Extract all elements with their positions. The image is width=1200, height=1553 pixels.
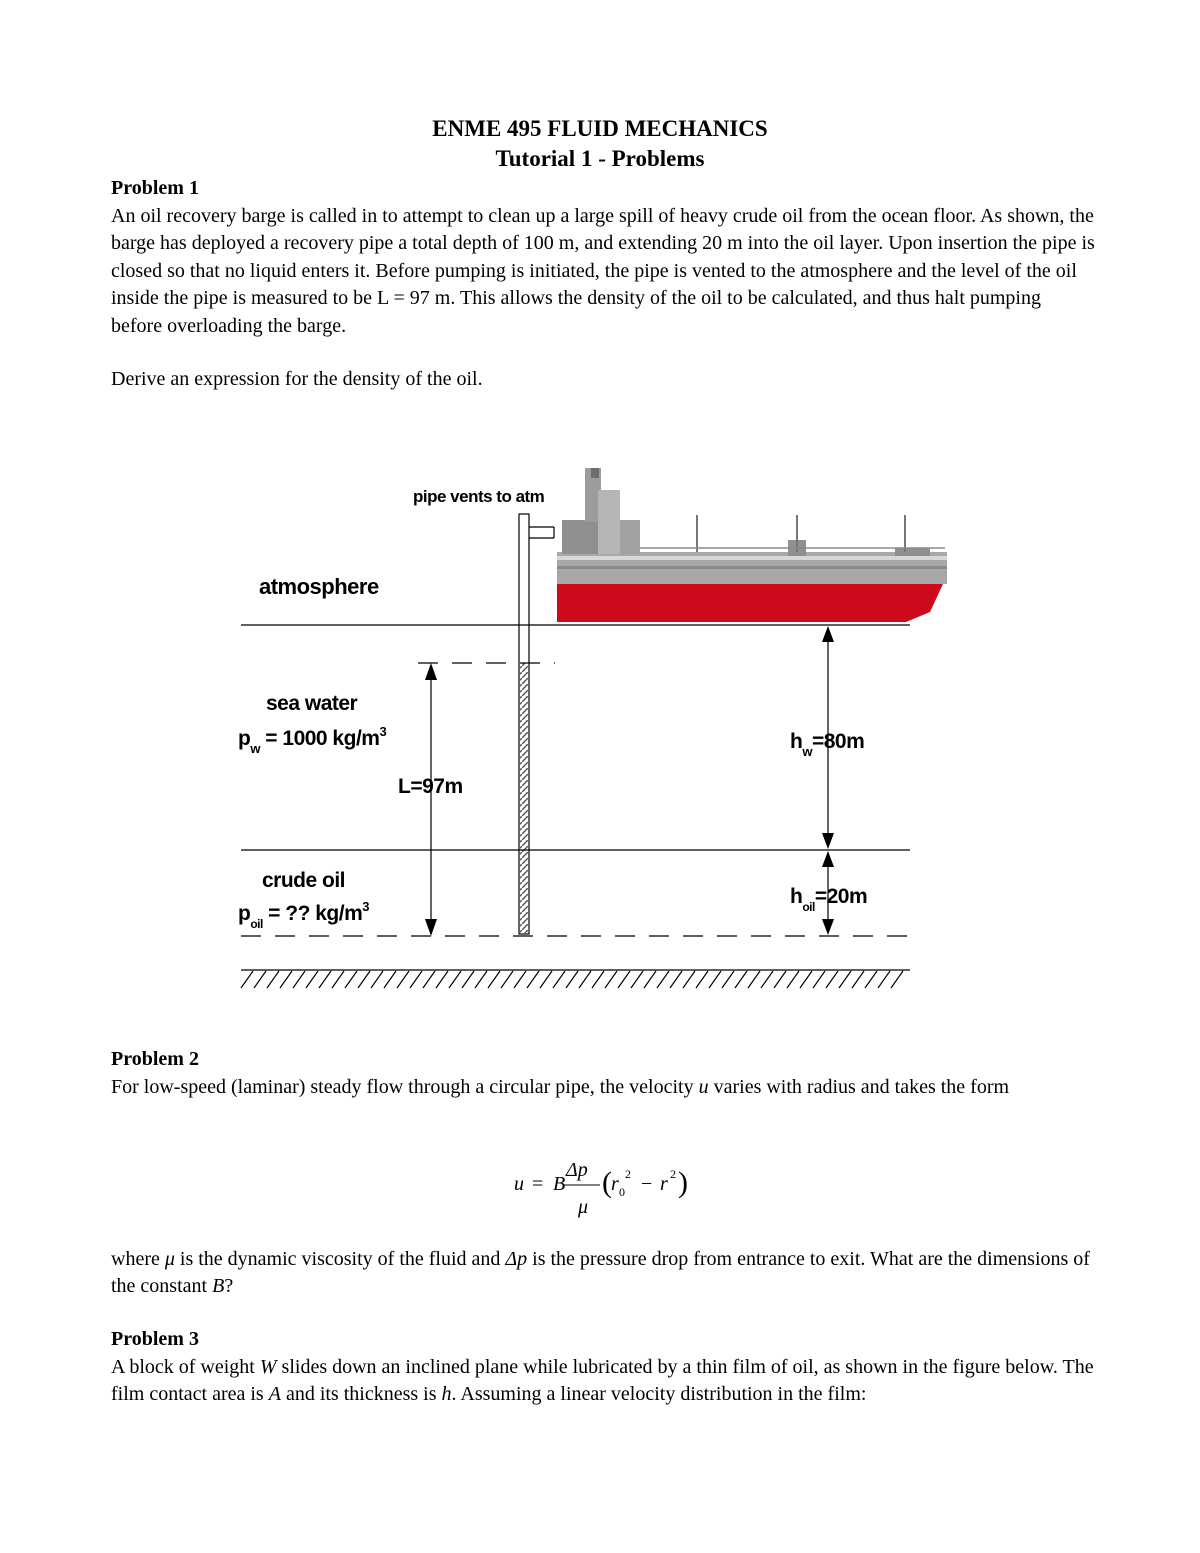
document-title: ENME 495 FLUID MECHANICS — [432, 116, 768, 141]
formula-r0: r — [611, 1173, 619, 1195]
problem-3-text — [111, 1354, 1096, 1409]
formula-r: r — [660, 1173, 668, 1195]
rho-oil-exponent: 3 — [362, 899, 369, 914]
barge-superstructure — [557, 468, 947, 584]
velocity-symbol: u — [698, 1076, 709, 1098]
formula-equals: = — [532, 1173, 544, 1195]
pipe-vents-label: pipe vents to atm — [413, 487, 545, 506]
hoil-symbol: h — [790, 885, 803, 908]
problem-1-heading: Problem 1 — [111, 177, 199, 199]
oil-column-in-pipe — [520, 663, 528, 933]
rho-oil-label — [238, 899, 369, 931]
formula-B: B — [553, 1173, 566, 1195]
problem-3-text-d: . Assuming a linear velocity distribution in the film: — [451, 1383, 867, 1406]
weight-symbol: W — [259, 1356, 277, 1378]
hw-symbol: h — [790, 730, 803, 753]
problem-1-question-text: Derive an expression for the density of the oil. — [111, 368, 483, 390]
formula-denominator: μ — [578, 1196, 589, 1218]
L-label: L=97m — [398, 775, 463, 798]
L-dimension-arrow — [425, 663, 437, 936]
problem-3-text-c: and its thickness is — [280, 1383, 442, 1406]
velocity-formula — [0, 1145, 1200, 1225]
problem-1-body: An oil recovery barge is called in to attempt to clean up a large spill of heavy crude oil from the ocean floor. As shown, the barge has deployed a recovery pipe a total depth of 100 m, and extending 20 m into the oil layer. Upon insertion the pipe is closed so that no liquid enters it. Before pumping is initiated, the pipe is vented to the atmosphere and the level of the oil inside the pipe is measured to be L = 97 m. This allows the density of the oil to be calculated, and thus halt pumping before overloading the barge. — [111, 205, 1095, 337]
problem-2-intro — [111, 1074, 1096, 1101]
rho-oil-value: = ?? kg/m — [262, 902, 363, 925]
document-subtitle: Tutorial 1 - Problems — [495, 146, 705, 171]
hw-label — [790, 730, 864, 759]
problem-2-heading: Problem 2 — [111, 1048, 199, 1070]
problem-2-question — [111, 1246, 1096, 1301]
atmosphere-label: atmosphere — [259, 574, 379, 599]
B-symbol: B — [212, 1275, 225, 1298]
problem-2-where-d: ? — [224, 1275, 234, 1298]
problem-2-where-b: is the dynamic viscosity of the fluid and — [174, 1248, 506, 1270]
problem-2-where-c: is the pressure drop from entrance to exit. What are the dimensions of the constant — [111, 1248, 1090, 1298]
mu-symbol: μ — [164, 1248, 175, 1270]
problem-2-intro-end: varies with radius and takes the form — [708, 1076, 1010, 1098]
problem-3-text-a: A block of weight — [111, 1356, 260, 1378]
seabed-hatching — [241, 971, 903, 988]
hw-subscript: w — [802, 744, 812, 759]
rho-water-subscript: w — [250, 741, 260, 756]
problem-3-text-b: slides down an inclined plane while lubricated by a thin film of oil, as shown in the figure below. The film contact area is — [111, 1356, 1094, 1406]
formula-u: u — [514, 1173, 524, 1195]
sea-water-label: sea water — [266, 692, 358, 715]
hoil-subscript: oil — [802, 900, 815, 914]
hoil-value: =20m — [814, 885, 868, 908]
formula-r-exponent: 2 — [670, 1167, 676, 1181]
rho-oil-symbol: p — [238, 902, 251, 925]
formula-minus: − — [641, 1173, 653, 1195]
rho-water-exponent: 3 — [379, 724, 387, 739]
thickness-symbol: h — [441, 1383, 452, 1406]
problem-1-question — [111, 366, 1096, 393]
formula-r0-exponent: 2 — [625, 1167, 631, 1181]
formula-left-paren: ( — [602, 1166, 612, 1199]
formula-numerator: Δp — [566, 1159, 588, 1181]
barge-hull — [557, 584, 943, 622]
problem-1-text — [111, 203, 1096, 340]
rho-water-value: = 1000 kg/m — [259, 727, 380, 750]
delta-p-symbol: Δp — [505, 1248, 528, 1270]
barge-diagram — [0, 440, 1200, 1000]
hw-value: =80m — [811, 730, 865, 753]
rho-water-symbol: p — [238, 727, 251, 750]
problem-2-intro-text: For low-speed (laminar) steady flow through a circular pipe, the velocity — [111, 1076, 699, 1098]
formula-r0-subscript: 0 — [619, 1185, 625, 1199]
crude-oil-label: crude oil — [262, 869, 346, 892]
area-symbol: A — [268, 1383, 281, 1406]
formula-right-paren: ) — [678, 1166, 688, 1199]
rho-water-label — [238, 724, 386, 756]
problem-3-heading: Problem 3 — [111, 1328, 199, 1350]
rho-oil-subscript: oil — [250, 917, 263, 931]
problem-2-where-a: where — [111, 1248, 165, 1270]
